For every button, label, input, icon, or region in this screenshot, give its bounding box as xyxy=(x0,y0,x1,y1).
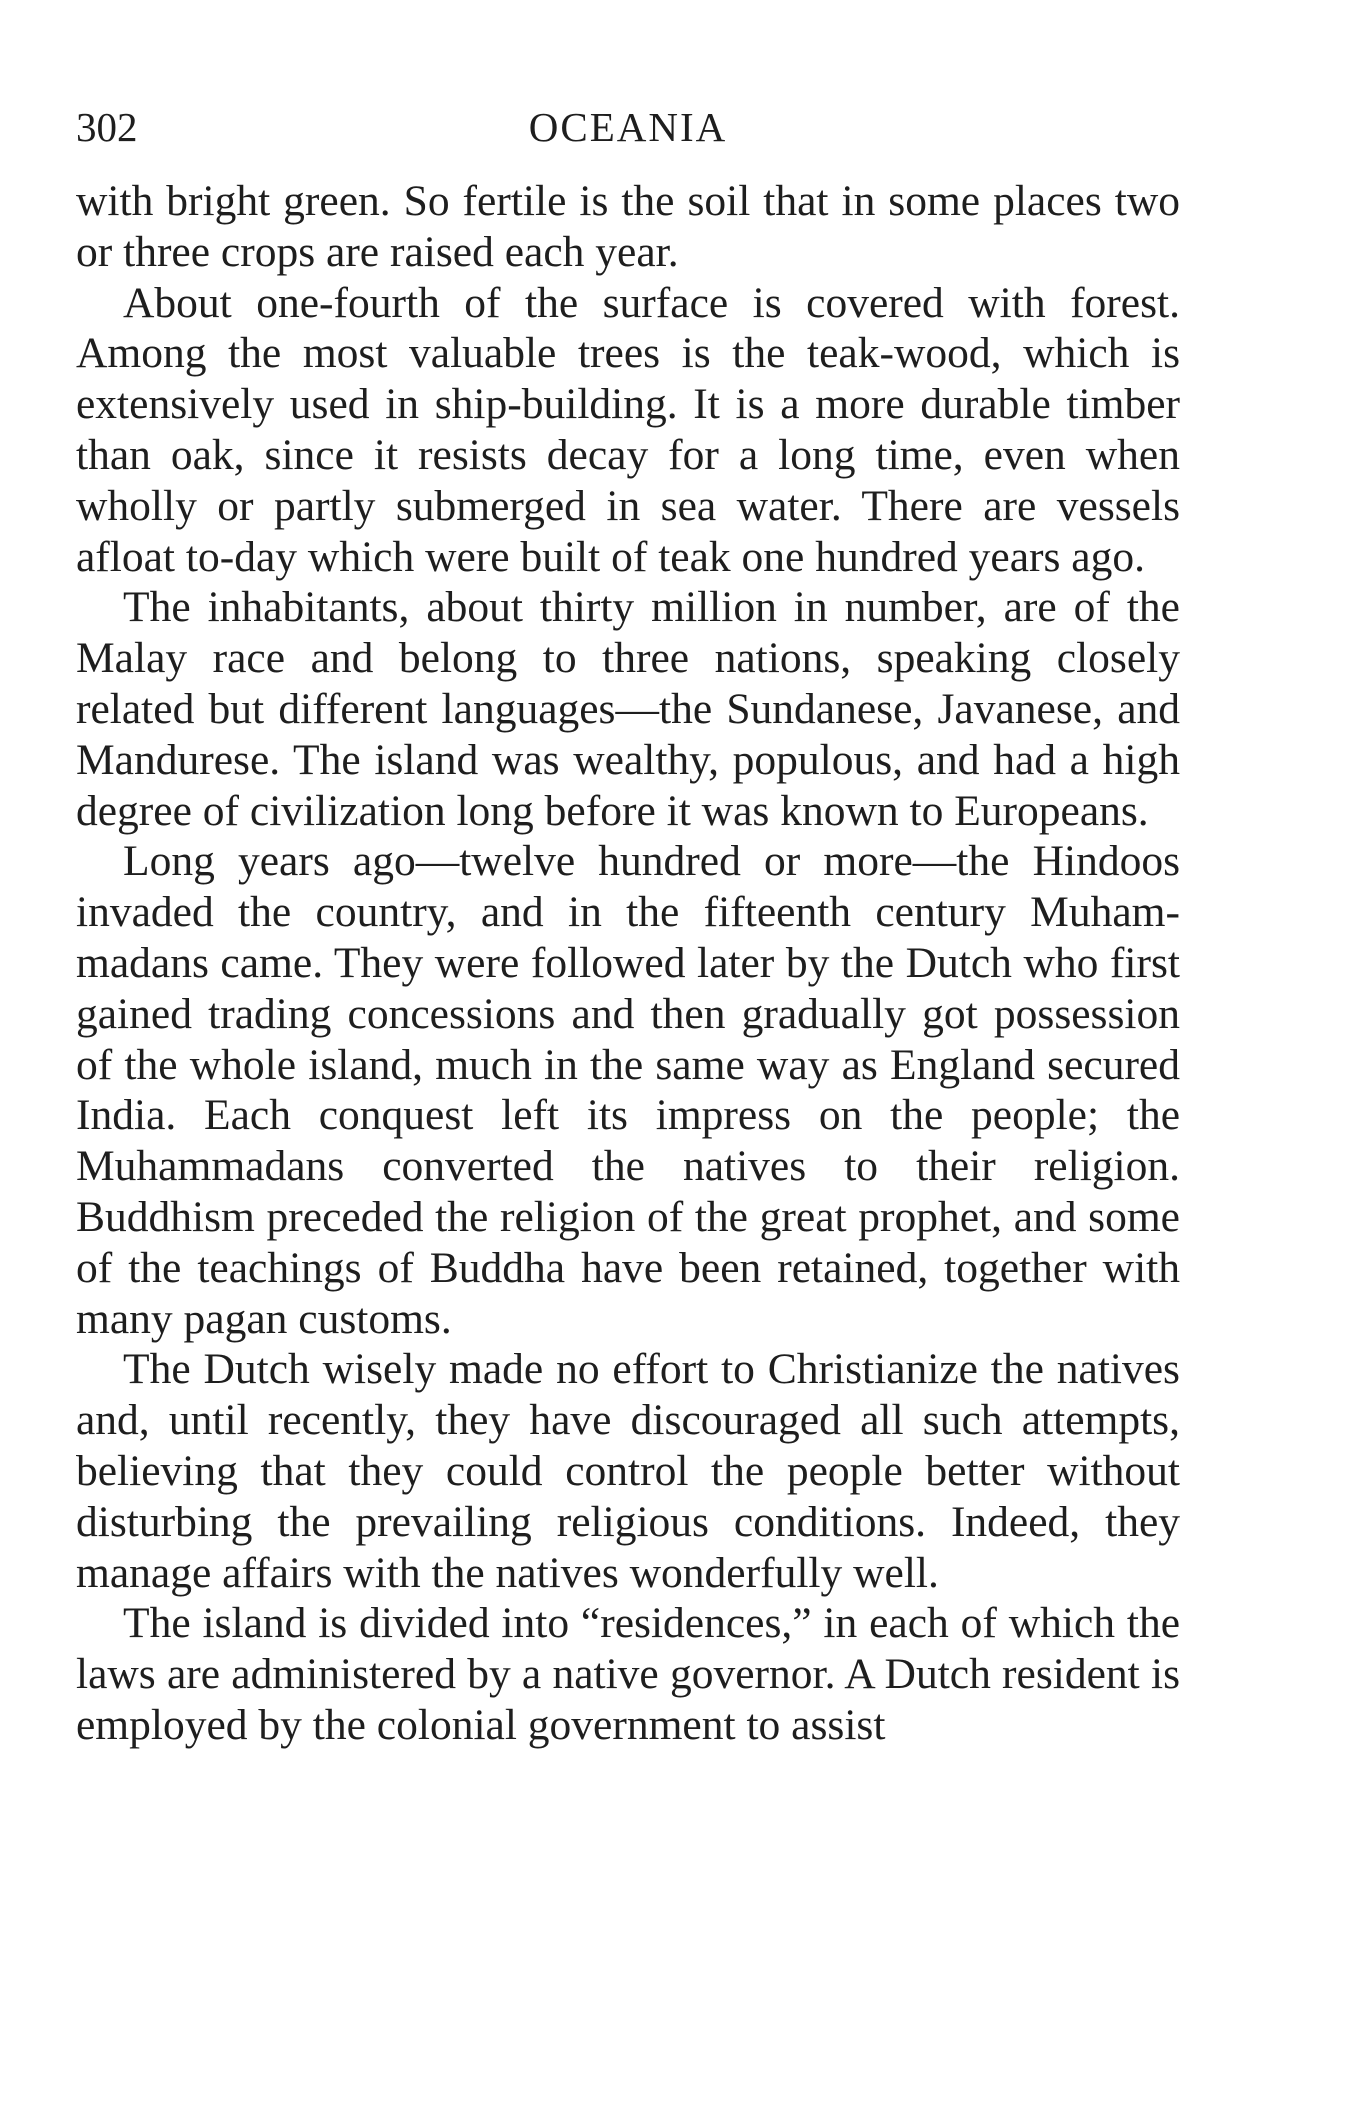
page-number: 302 xyxy=(76,104,138,150)
paragraph-residences: The island is divided into “residences,” in each of which the laws are administered by a native governor. A Dutch resident is employed by the colonial government to assist xyxy=(76,1599,1180,1749)
running-head: OCEANIA xyxy=(528,104,728,150)
paragraph-inhabitants: The inhabitants, about thirty million in number, are of the Malay race and belong to three nations, speaking closely related but different languages—the Sundanese, Javanese, and Mandurese. The island was wealthy, populous, and had a high degree of civilization long before it was known to Europeans. xyxy=(76,583,1180,835)
paragraph-continued: with bright green. So fertile is the soil that in some places two or three crops are raised each year. xyxy=(76,177,1180,276)
paragraph-dutch-policy: The Dutch wisely made no effort to Christianize the natives and, until recently, they have discouraged all such attempts, believing that they could control the people better without disturbing the prevailing religious conditions. Indeed, they manage affairs with the natives wonderfully well. xyxy=(76,1345,1180,1597)
paragraph-history: Long years ago—twelve hundred or more—the Hindoos invaded the country, and in the fifteenth century Muhammadans came. They were followed later by the Dutch who first gained trading concessions and then gradually got possession of the whole island, much in the same way as England secured India. Each conquest left its impress on the people; the Muhammadans converted the natives to their religion. Buddhism preceded the religion of the great prophet, and some of the teachings of Buddha have been retained, together with many pagan customs. xyxy=(76,837,1180,1343)
body-text xyxy=(76,176,1180,1751)
paragraph-forest: About one-fourth of the surface is covered with forest. Among the most valuable trees is the teak-wood, which is extensively used in ship-building. It is a more durable timber than oak, since it resists decay for a long time, even when wholly or partly submerged in sea water. There are vessels afloat to-day which were built of teak one hundred years ago. xyxy=(76,278,1180,581)
page-header xyxy=(76,100,1180,154)
